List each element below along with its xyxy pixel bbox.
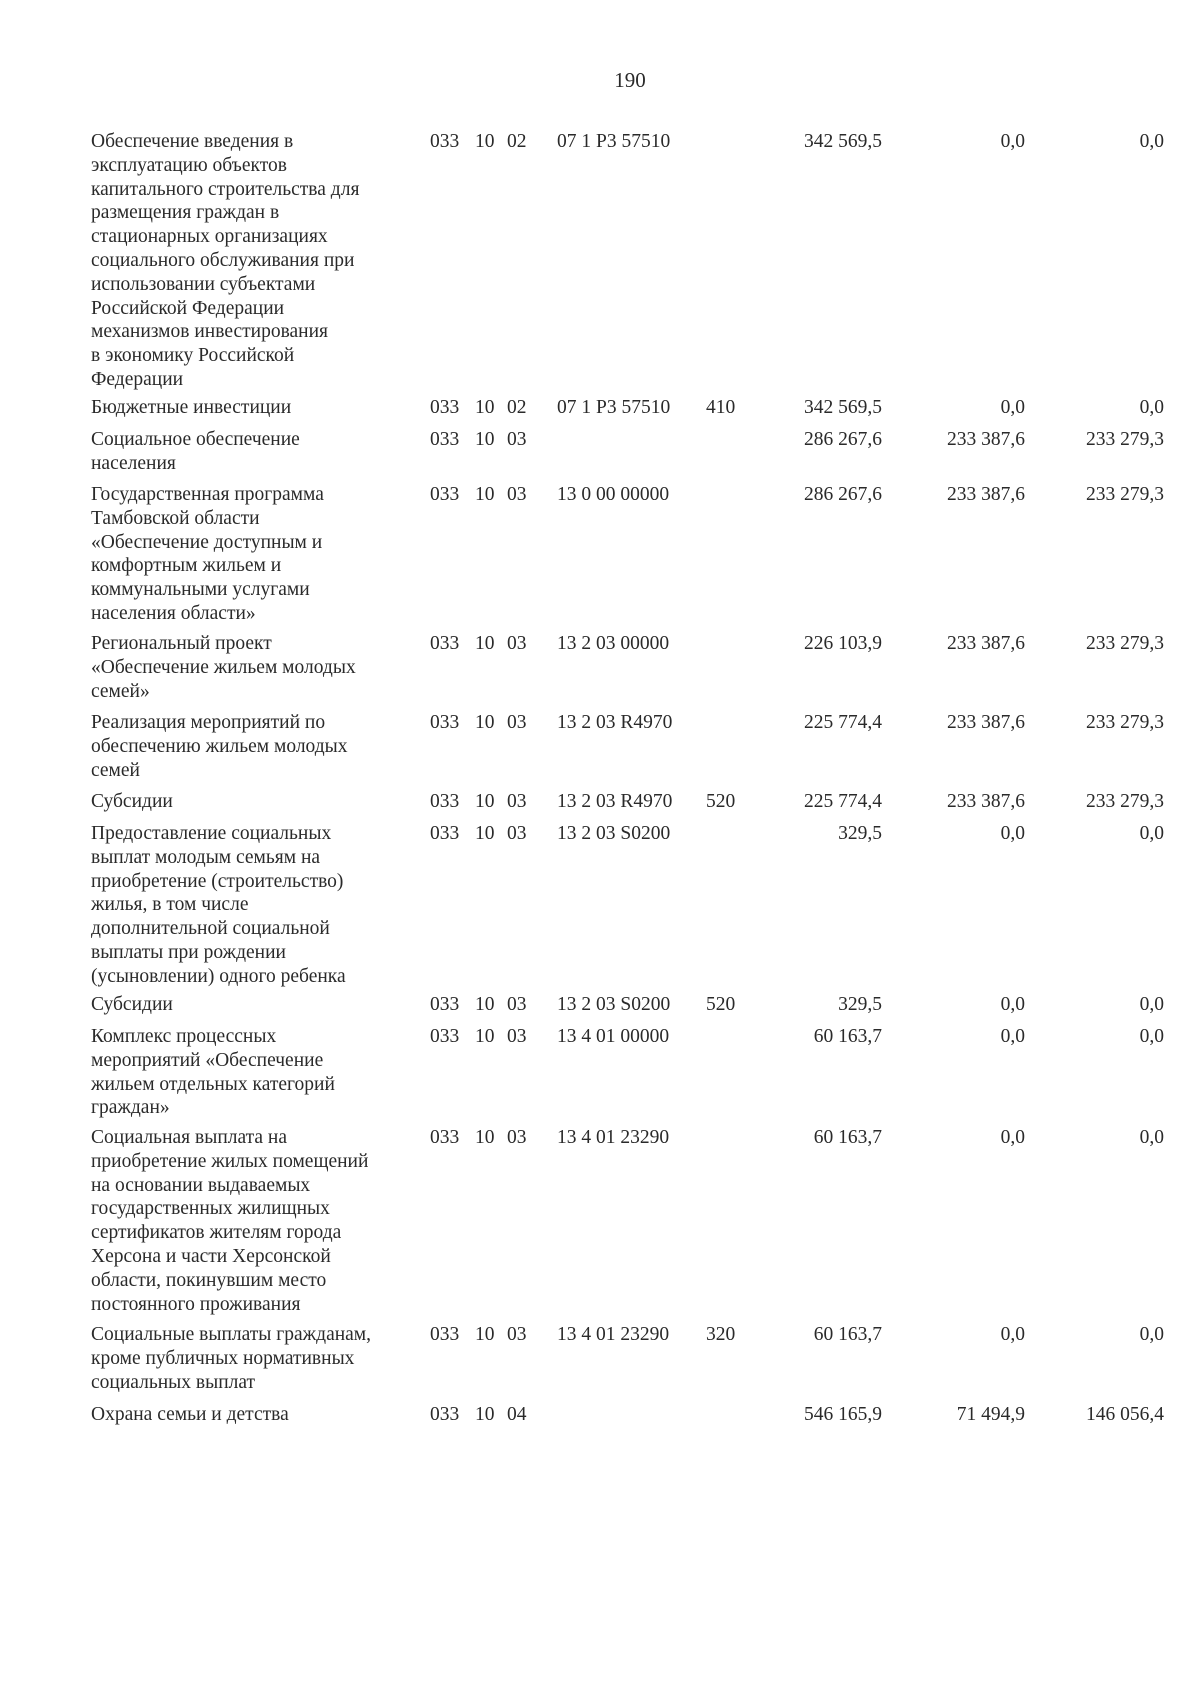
row-name xyxy=(91,993,421,1017)
row-name xyxy=(91,632,421,703)
amount-year-1: 60 163,7 xyxy=(813,1127,882,1148)
subsection-code: 03 xyxy=(507,633,527,654)
amount-year-3: 146 056,4 xyxy=(1086,1404,1164,1425)
row-name-line: эксплуатацию объектов xyxy=(91,154,287,176)
row-name-line: комфортным жильем и xyxy=(91,555,282,577)
target-article-code: 13 4 01 00000 xyxy=(557,1026,670,1047)
section-code: 10 xyxy=(475,1026,495,1047)
section-code: 10 xyxy=(475,994,495,1015)
row-name-line: жилья, в том числе xyxy=(91,894,249,916)
amount-year-1: 329,5 xyxy=(838,994,882,1015)
row-name-line: Субсидии xyxy=(91,994,173,1015)
amount-year-1: 342 569,5 xyxy=(804,131,882,152)
amount-year-3: 233 279,3 xyxy=(1086,429,1164,450)
amount-year-1: 225 774,4 xyxy=(804,791,882,812)
row-name-line: в экономику Российской xyxy=(91,345,295,367)
row-name-line: государственных жилищных xyxy=(91,1198,330,1220)
amount-year-1: 342 569,5 xyxy=(804,397,882,418)
row-name-line: сертификатов жителям города xyxy=(91,1222,342,1244)
amount-year-1: 60 163,7 xyxy=(813,1026,882,1047)
admin-code: 033 xyxy=(430,633,460,654)
row-name-line: приобретение (строительство) xyxy=(91,870,344,892)
row-name xyxy=(91,130,421,392)
row-name-line: Федерации xyxy=(91,368,184,390)
subsection-code: 03 xyxy=(507,823,527,844)
amount-year-2: 233 387,6 xyxy=(947,712,1025,733)
amount-year-3: 0,0 xyxy=(1139,1127,1164,1148)
amount-year-1: 286 267,6 xyxy=(804,484,882,505)
target-article-code: 13 4 01 23290 xyxy=(557,1324,670,1345)
admin-code: 033 xyxy=(430,823,460,844)
section-code: 10 xyxy=(475,131,495,152)
amount-year-2: 0,0 xyxy=(1000,1324,1025,1345)
target-article-code: 13 0 00 00000 xyxy=(557,484,670,505)
admin-code: 033 xyxy=(430,1324,460,1345)
row-name xyxy=(91,790,421,814)
subsection-code: 03 xyxy=(507,994,527,1015)
page-number: 190 xyxy=(614,68,646,92)
section-code: 10 xyxy=(475,429,495,450)
subsection-code: 03 xyxy=(507,484,527,505)
row-name xyxy=(91,711,421,782)
amount-year-1: 226 103,9 xyxy=(804,633,882,654)
admin-code: 033 xyxy=(430,429,460,450)
row-name-line: Предоставление социальных xyxy=(91,823,332,844)
row-name xyxy=(91,483,421,626)
row-name-line: Региональный проект xyxy=(91,633,272,654)
admin-code: 033 xyxy=(430,1026,460,1047)
row-name-line: Социальные выплаты гражданам, xyxy=(91,1324,372,1345)
row-name-line: Тамбовской области xyxy=(91,507,260,529)
admin-code: 033 xyxy=(430,397,460,418)
section-code: 10 xyxy=(475,1324,495,1345)
section-code: 10 xyxy=(475,484,495,505)
row-name-line: коммунальными услугами xyxy=(91,579,310,601)
expense-type-code: 410 xyxy=(706,397,736,418)
row-name xyxy=(91,1025,421,1120)
row-name-line: Субсидии xyxy=(91,791,173,812)
subsection-code: 02 xyxy=(507,397,527,418)
admin-code: 033 xyxy=(430,791,460,812)
row-name-line: населения xyxy=(91,452,176,474)
row-name-line: социальных выплат xyxy=(91,1371,256,1393)
row-name-line: механизмов инвестирования xyxy=(91,321,329,343)
row-name xyxy=(91,428,421,476)
row-name-line: размещения граждан в xyxy=(91,202,280,224)
row-name-line: Обеспечение введения в xyxy=(91,131,294,152)
section-code: 10 xyxy=(475,712,495,733)
amount-year-2: 233 387,6 xyxy=(947,429,1025,450)
section-code: 10 xyxy=(475,823,495,844)
admin-code: 033 xyxy=(430,994,460,1015)
row-name-line: социального обслуживания при xyxy=(91,249,355,271)
amount-year-1: 60 163,7 xyxy=(813,1324,882,1345)
section-code: 10 xyxy=(475,1127,495,1148)
row-name-line: постоянного проживания xyxy=(91,1293,301,1315)
subsection-code: 03 xyxy=(507,1026,527,1047)
row-name-line: дополнительной социальной xyxy=(91,918,330,940)
row-name-line: семей» xyxy=(91,680,150,702)
amount-year-2: 233 387,6 xyxy=(947,484,1025,505)
row-name-line: использовании субъектами xyxy=(91,273,316,295)
admin-code: 033 xyxy=(430,1404,460,1425)
row-name-line: населения области» xyxy=(91,602,256,624)
amount-year-2: 233 387,6 xyxy=(947,791,1025,812)
row-name-line: Охрана семьи и детства xyxy=(91,1404,289,1425)
admin-code: 033 xyxy=(430,1127,460,1148)
row-name-line: жильем отдельных категорий xyxy=(91,1073,335,1095)
target-article-code: 13 2 03 S0200 xyxy=(557,823,671,844)
amount-year-2: 0,0 xyxy=(1000,131,1025,152)
row-name-line: мероприятий «Обеспечение xyxy=(91,1049,324,1071)
subsection-code: 02 xyxy=(507,131,527,152)
row-name-line: приобретение жилых помещений xyxy=(91,1150,369,1172)
amount-year-2: 233 387,6 xyxy=(947,633,1025,654)
amount-year-2: 0,0 xyxy=(1000,1026,1025,1047)
admin-code: 033 xyxy=(430,484,460,505)
amount-year-3: 0,0 xyxy=(1139,397,1164,418)
amount-year-2: 71 494,9 xyxy=(956,1404,1025,1425)
section-code: 10 xyxy=(475,791,495,812)
amount-year-3: 0,0 xyxy=(1139,994,1164,1015)
row-name-line: «Обеспечение доступным и xyxy=(91,531,323,553)
amount-year-2: 0,0 xyxy=(1000,1127,1025,1148)
row-name-line: выплаты при рождении xyxy=(91,941,286,963)
row-name-line: Государственная программа xyxy=(91,484,324,505)
row-name-line: кроме публичных нормативных xyxy=(91,1347,355,1369)
amount-year-1: 329,5 xyxy=(838,823,882,844)
row-name xyxy=(91,396,421,420)
amount-year-3: 0,0 xyxy=(1139,1324,1164,1345)
row-name xyxy=(91,1126,421,1316)
row-name-line: Российской Федерации xyxy=(91,297,285,319)
section-code: 10 xyxy=(475,633,495,654)
row-name-line: «Обеспечение жильем молодых xyxy=(91,656,356,678)
row-name xyxy=(91,822,421,989)
row-name-line: капитального строительства для xyxy=(91,178,360,200)
row-name-line: Херсона и части Херсонской xyxy=(91,1245,331,1267)
amount-year-2: 0,0 xyxy=(1000,823,1025,844)
section-code: 10 xyxy=(475,397,495,418)
row-name xyxy=(91,1403,421,1427)
subsection-code: 03 xyxy=(507,712,527,733)
row-name-line: Реализация мероприятий по xyxy=(91,712,326,733)
subsection-code: 03 xyxy=(507,429,527,450)
expense-type-code: 520 xyxy=(706,994,736,1015)
row-name-line: (усыновлении) одного ребенка xyxy=(91,965,346,987)
amount-year-3: 233 279,3 xyxy=(1086,712,1164,733)
subsection-code: 03 xyxy=(507,1324,527,1345)
target-article-code: 13 2 03 00000 xyxy=(557,633,670,654)
expense-type-code: 520 xyxy=(706,791,736,812)
row-name-line: Социальная выплата на xyxy=(91,1127,288,1148)
amount-year-3: 233 279,3 xyxy=(1086,633,1164,654)
amount-year-1: 286 267,6 xyxy=(804,429,882,450)
row-name-line: семей xyxy=(91,759,140,781)
amount-year-1: 225 774,4 xyxy=(804,712,882,733)
row-name xyxy=(91,1323,421,1394)
amount-year-3: 0,0 xyxy=(1139,1026,1164,1047)
row-name-line: стационарных организациях xyxy=(91,226,328,248)
amount-year-3: 233 279,3 xyxy=(1086,791,1164,812)
expense-type-code: 320 xyxy=(706,1324,736,1345)
row-name-line: граждан» xyxy=(91,1097,170,1119)
subsection-code: 03 xyxy=(507,1127,527,1148)
target-article-code: 13 2 03 S0200 xyxy=(557,994,671,1015)
amount-year-2: 0,0 xyxy=(1000,397,1025,418)
amount-year-3: 0,0 xyxy=(1139,131,1164,152)
amount-year-2: 0,0 xyxy=(1000,994,1025,1015)
row-name-line: Комплекс процессных xyxy=(91,1026,277,1047)
target-article-code: 07 1 P3 57510 xyxy=(557,131,671,152)
admin-code: 033 xyxy=(430,712,460,733)
subsection-code: 03 xyxy=(507,791,527,812)
target-article-code: 13 2 03 R4970 xyxy=(557,712,673,733)
amount-year-3: 0,0 xyxy=(1139,823,1164,844)
row-name-line: области, покинувшим место xyxy=(91,1269,327,1291)
amount-year-1: 546 165,9 xyxy=(804,1404,882,1425)
subsection-code: 04 xyxy=(507,1404,527,1425)
row-name-line: обеспечению жильем молодых xyxy=(91,735,348,757)
admin-code: 033 xyxy=(430,131,460,152)
row-name-line: выплат молодым семьям на xyxy=(91,846,321,868)
amount-year-3: 233 279,3 xyxy=(1086,484,1164,505)
row-name-line: на основании выдаваемых xyxy=(91,1174,311,1196)
target-article-code: 07 1 P3 57510 xyxy=(557,397,671,418)
row-name-line: Бюджетные инвестиции xyxy=(91,397,292,418)
section-code: 10 xyxy=(475,1404,495,1425)
row-name-line: Социальное обеспечение xyxy=(91,429,300,450)
target-article-code: 13 4 01 23290 xyxy=(557,1127,670,1148)
target-article-code: 13 2 03 R4970 xyxy=(557,791,673,812)
